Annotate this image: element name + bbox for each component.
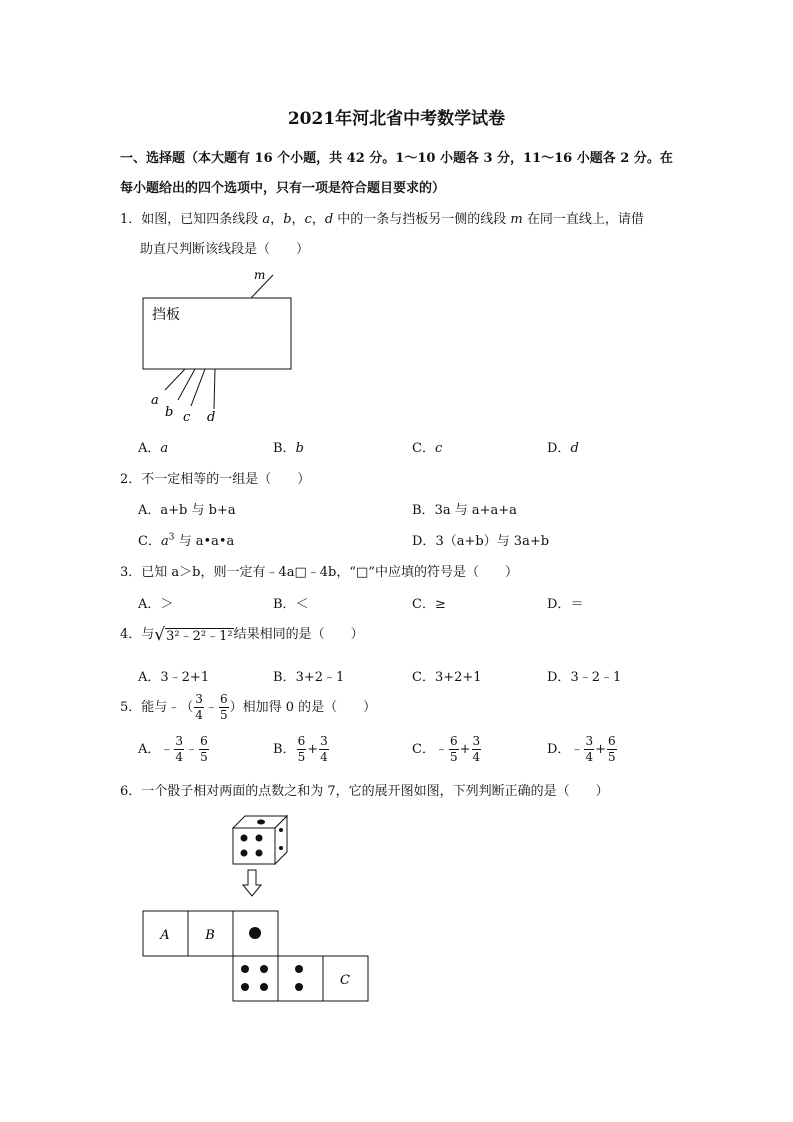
option-label: A．: [138, 670, 161, 685]
option-label: B．: [273, 441, 296, 456]
numerator: 3: [195, 692, 203, 706]
numerator: 3: [472, 734, 481, 748]
option-value: a: [160, 441, 169, 456]
option-fraction: [607, 734, 617, 765]
option-value: 与 a•a•a: [174, 534, 235, 549]
net-pip: [260, 965, 268, 973]
q4-option-d[interactable]: [547, 666, 621, 685]
denominator: 4: [585, 750, 594, 764]
q5-stem: [120, 692, 376, 723]
net-pip: [295, 983, 303, 991]
q3-stem: 3．已知 a＞b，则一定有﹣4a□﹣4b，“□”中应填的符号是（ ）: [120, 565, 518, 580]
q1-text: 中的一条与挡板另一侧的线段: [333, 212, 511, 227]
dice-front-pip: [241, 850, 248, 857]
q3-option-d[interactable]: [547, 593, 583, 612]
option-value: 3﹣2+1: [160, 670, 210, 685]
net-cell-two: [278, 956, 323, 1001]
q4-option-c[interactable]: [412, 666, 482, 685]
q6-stem: 6．一个骰子相对两面的点数之和为 7，它的展开图如图，下列判断正确的是（ ）: [120, 784, 609, 799]
q1-option-c[interactable]: [412, 437, 442, 456]
q5-text: ）相加得 0 的是（ ）: [229, 700, 377, 715]
q3-option-b[interactable]: [273, 593, 309, 612]
q5-option-d[interactable]: [547, 734, 618, 765]
q1-var-c: c: [304, 212, 312, 227]
numerator: 6: [200, 734, 208, 748]
q6-dice-figure: [225, 810, 295, 898]
option-value: ＝: [570, 597, 584, 612]
option-value: 3（a+b）与 3a+b: [435, 534, 550, 549]
option-label: A．: [138, 503, 161, 518]
q4-stem: [120, 623, 364, 645]
dice-side-pip: [279, 828, 283, 832]
option-base: a: [160, 534, 169, 549]
q1-sep: ，: [270, 212, 284, 227]
q6-dice-net: [140, 908, 370, 1004]
dice-front-face: [233, 828, 275, 864]
q2-option-c[interactable]: [138, 530, 234, 549]
dice-front-pip: [256, 850, 263, 857]
q5-fraction-1: [194, 692, 204, 723]
option-value: 3a 与 a+a+a: [434, 503, 517, 518]
q1-option-b[interactable]: [273, 437, 304, 456]
net-pip: [241, 983, 249, 991]
section-header-line1: 一、选择题（本大题有 16 个小题，共 42 分。1～10 小题各 3 分，11～16 小题各 2 分。在: [120, 151, 673, 166]
option-label: C．: [412, 742, 435, 757]
option-value: d: [570, 441, 579, 456]
option-label: C．: [412, 597, 435, 612]
option-label: D．: [547, 597, 571, 612]
denominator: 5: [200, 750, 208, 764]
q1-var-d: d: [324, 212, 334, 227]
q5-option-c[interactable]: [412, 734, 482, 765]
net-label-c: C: [340, 973, 350, 988]
q4-option-a[interactable]: [138, 666, 209, 685]
option-sign: ﹣: [434, 742, 448, 757]
net-cell-four: [233, 956, 278, 1001]
numerator: 6: [608, 734, 616, 748]
option-label: A．: [138, 742, 161, 757]
numerator: 6: [449, 734, 458, 748]
q5-option-a[interactable]: [138, 734, 210, 765]
option-value: ＜: [295, 597, 309, 612]
q2-option-a[interactable]: [138, 499, 236, 518]
q4-sqrt: [154, 625, 233, 645]
denominator: 4: [175, 750, 184, 764]
option-fraction: [449, 734, 459, 765]
option-value: 3+2﹣1: [295, 670, 345, 685]
option-label: C．: [412, 441, 435, 456]
option-sign: ﹣: [160, 742, 174, 757]
dice-front-pip: [256, 835, 263, 842]
q1-label-b: b: [165, 405, 174, 420]
option-operator: +: [459, 742, 471, 757]
option-fraction: [174, 734, 184, 765]
page-title: 2021年河北省中考数学试卷: [287, 109, 506, 129]
option-value: ＞: [160, 597, 174, 612]
q1-segment-d: [214, 369, 215, 409]
option-exponent: 3: [168, 532, 175, 543]
q3-option-c[interactable]: [412, 593, 446, 612]
q5-operator: ﹣: [204, 700, 218, 715]
q1-label-m: m: [254, 268, 266, 282]
net-pip: [241, 965, 249, 973]
option-value: ≥: [434, 597, 446, 612]
net-pip: [249, 927, 261, 939]
q4-text: 4．与: [120, 627, 155, 642]
sqrt-sign: √: [154, 624, 166, 645]
net-pip: [295, 965, 303, 973]
q4-option-b[interactable]: [273, 666, 344, 685]
q1-board-label: 挡板: [152, 307, 180, 323]
q1-var-b: b: [283, 212, 292, 227]
option-label: D．: [547, 441, 571, 456]
q3-option-a[interactable]: [138, 593, 173, 612]
dice-side-pip: [279, 846, 283, 850]
q1-stem-line1: [120, 208, 644, 227]
q1-option-a[interactable]: [138, 437, 168, 456]
option-value: c: [434, 441, 443, 456]
q1-text: 在同一直线上，请借: [522, 212, 644, 227]
option-label: B．: [273, 597, 296, 612]
option-fraction: [472, 734, 482, 765]
q1-segment-a: [165, 369, 185, 390]
numerator: 6: [297, 734, 306, 748]
option-fraction: [584, 734, 594, 765]
q2-option-b[interactable]: [412, 499, 517, 518]
denominator: 5: [449, 750, 458, 764]
option-sign: ﹣: [570, 742, 584, 757]
option-operator: +: [307, 742, 319, 757]
q2-option-d[interactable]: [412, 530, 549, 549]
net-label-b: B: [205, 928, 215, 943]
option-fraction: [297, 734, 307, 765]
option-label: A．: [138, 597, 161, 612]
q1-label-a: a: [151, 393, 159, 408]
numerator: 3: [585, 734, 594, 748]
q5-fraction-2: [219, 692, 229, 723]
option-label: B．: [273, 742, 296, 757]
option-fraction: [199, 734, 209, 765]
q1-var-a: a: [262, 212, 271, 227]
denominator: 4: [472, 750, 481, 764]
down-arrow-icon: [243, 870, 261, 896]
option-label: D．: [547, 670, 571, 685]
denominator: 4: [195, 708, 203, 722]
q1-stem-line2: 助直尺判断该线段是（ ）: [140, 242, 310, 257]
denominator: 5: [219, 708, 228, 722]
dice-top-pip: [257, 820, 265, 825]
option-label: A．: [138, 441, 161, 456]
q1-segment-c: [191, 369, 205, 406]
q1-label-d: d: [207, 410, 216, 425]
q1-text: 1．如图，已知四条线段: [120, 212, 263, 227]
option-label: C．: [412, 670, 435, 685]
q2-stem: 2．不一定相等的一组是（ ）: [120, 472, 311, 487]
denominator: 5: [608, 750, 616, 764]
section-header-line2: 每小题给出的四个选项中，只有一项是符合题目要求的）: [120, 181, 446, 196]
q1-sep: ，: [311, 212, 325, 227]
numerator: 6: [219, 692, 228, 706]
q1-label-c: c: [183, 410, 191, 425]
option-operator: +: [595, 742, 606, 757]
option-value: b: [295, 441, 304, 456]
option-label: B．: [273, 670, 296, 685]
option-label: D．: [412, 534, 436, 549]
net-label-a: A: [160, 928, 170, 943]
option-label: C．: [138, 534, 161, 549]
option-value: 3+2+1: [434, 670, 482, 685]
option-fraction: [319, 734, 329, 765]
net-pip: [260, 983, 268, 991]
numerator: 3: [320, 734, 328, 748]
q4-radicand: 3²﹣2²﹣1²: [166, 629, 233, 644]
denominator: 5: [297, 750, 306, 764]
option-value: a+b 与 b+a: [160, 503, 236, 518]
numerator: 3: [175, 734, 184, 748]
option-label: D．: [547, 742, 571, 757]
q5-text: 5．能与﹣（: [120, 700, 194, 715]
option-label: B．: [412, 503, 435, 518]
q1-option-d[interactable]: [547, 437, 579, 456]
q1-var-m: m: [510, 212, 523, 227]
option-operator: ﹣: [185, 742, 199, 757]
denominator: 4: [320, 750, 328, 764]
q4-text: 结果相同的是（ ）: [233, 627, 364, 642]
option-value: 3﹣2﹣1: [570, 670, 622, 685]
q1-sep: ，: [291, 212, 305, 227]
q1-figure: [138, 262, 308, 428]
dice-front-pip: [241, 835, 248, 842]
q5-option-b[interactable]: [273, 734, 330, 765]
